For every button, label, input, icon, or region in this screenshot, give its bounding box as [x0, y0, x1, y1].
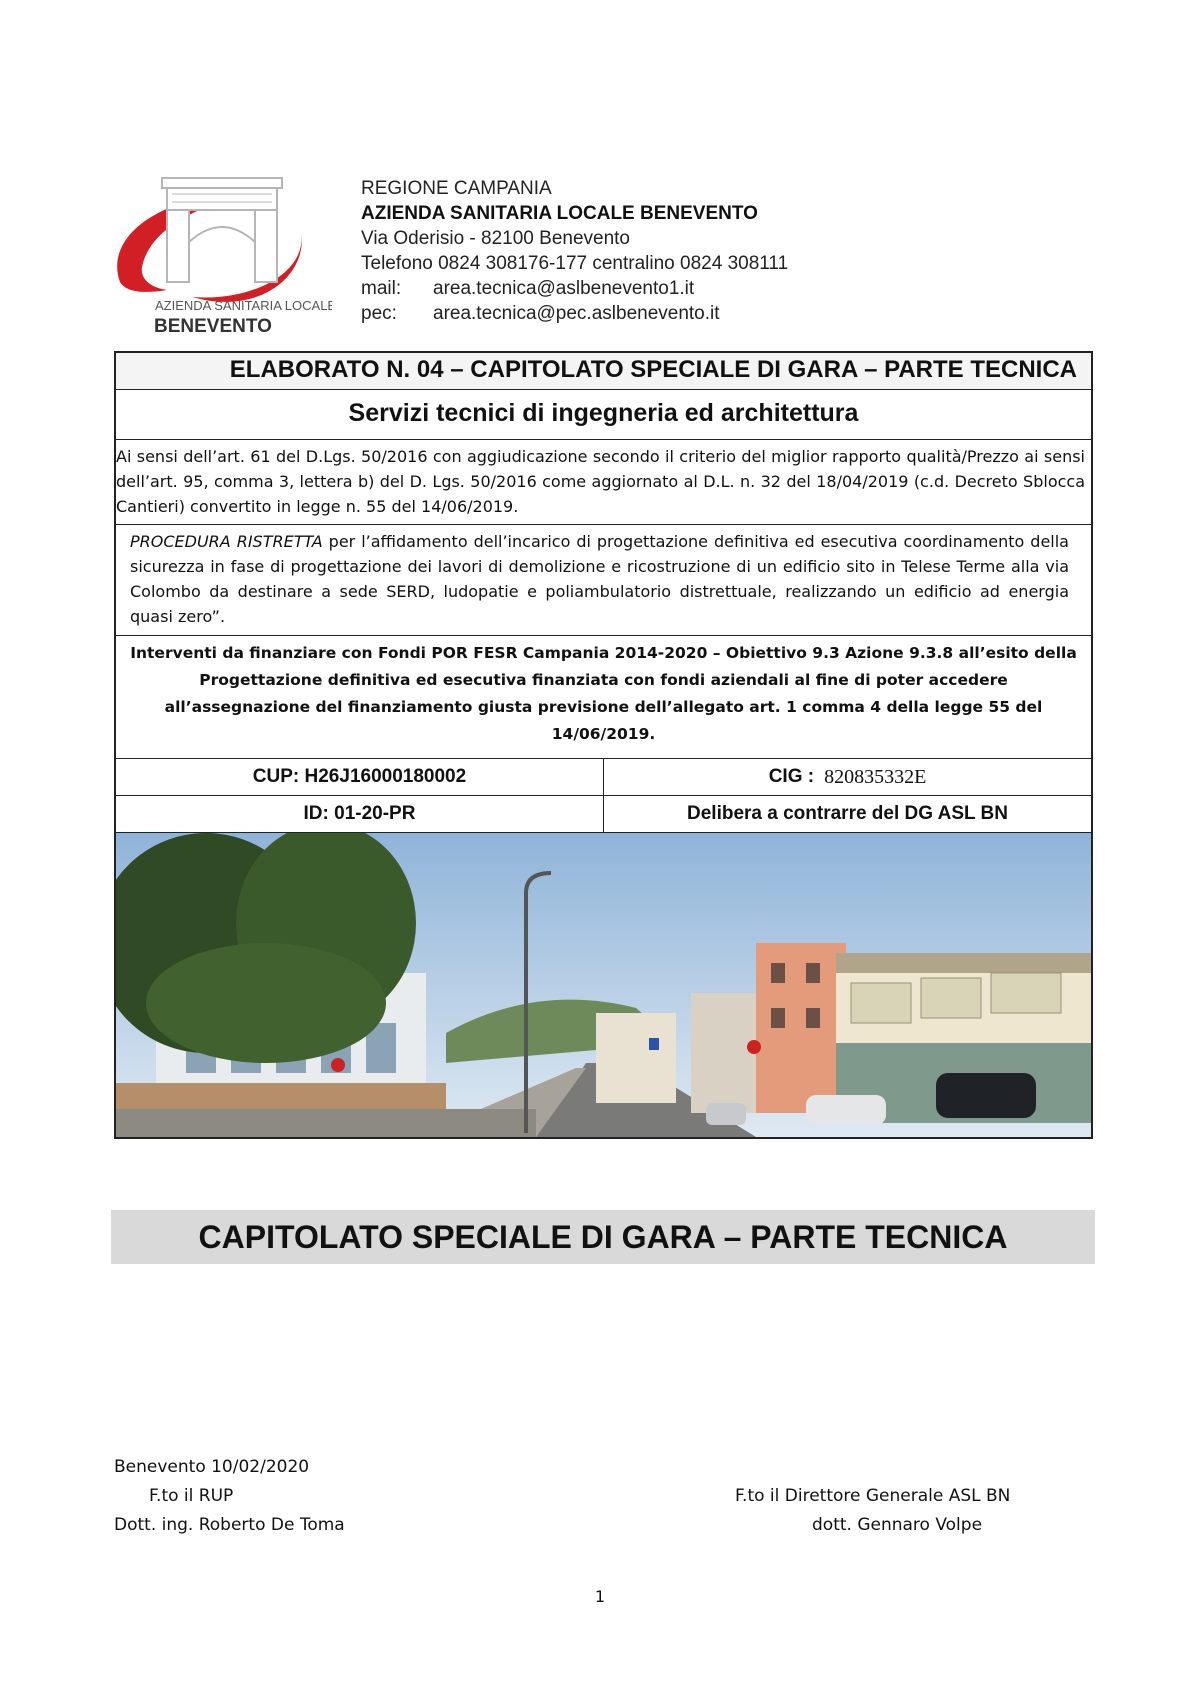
- pec-row: [361, 301, 788, 326]
- cig-value: 820835332E: [824, 765, 927, 788]
- pec-label: pec:: [361, 303, 397, 324]
- elaborato-title: ELABORATO N. 04 – CAPITOLATO SPECIALE DI GARA – PARTE TECNICA: [116, 353, 1091, 390]
- procedure-text: per l’affidamento dell’incarico di progettazione definitiva ed esecutiva coordinamento della sicurezza in fase di progettazione dei lavori di demolizione e ricostruzione di un edificio sito in Telese Terme alla via Colombo da destinare a sede SERD, ludopatie e poliambulatorio distrettuale, realizzando un edificio ad energia quasi zero”.: [130, 532, 1069, 626]
- rup-name: Dott. ing. Roberto De Toma: [114, 1515, 345, 1535]
- delibera-note: Delibera a contrarre del DG ASL BN: [687, 803, 1008, 824]
- dg-label: F.to il Direttore Generale ASL BN: [735, 1486, 1011, 1506]
- region-name: REGIONE CAMPANIA: [361, 178, 552, 199]
- page-number: 1: [594, 1587, 606, 1606]
- cig-cell: [604, 759, 1091, 795]
- street-photo: [116, 833, 1091, 1137]
- service-subtitle: Servizi tecnici di ingegneria ed architettura: [116, 390, 1091, 440]
- place-date: Benevento 10/02/2020: [114, 1457, 310, 1477]
- rup-label: F.to il RUP: [149, 1486, 234, 1506]
- code-row-1: [116, 759, 1091, 796]
- code-row-2: [116, 796, 1091, 833]
- legal-reference: Ai sensi dell’art. 61 del D.Lgs. 50/2016 con aggiudicazione secondo il criterio del miglior rapporto qualità/Prezzo ai sensi dell’art. 95, comma 3, lettera b) del D. Lgs. 50/2016 come aggiornato al D.L. n. 32 del 18/04/2019 (c.d. Decreto Sblocca Cantieri) convertito in legge n. 55 del 14/06/2019.: [116, 440, 1091, 525]
- logo-text-line2: BENEVENTO: [154, 316, 272, 337]
- address: Via Oderisio - 82100 Benevento: [361, 228, 630, 249]
- mail-link[interactable]: area.tecnica@aslbenevento1.it: [433, 278, 695, 299]
- cup-code: CUP: H26J16000180002: [116, 759, 604, 795]
- letterhead: [361, 176, 788, 326]
- asl-logo: [112, 172, 332, 337]
- funding-note: Interventi da finanziare con Fondi POR FESR Campania 2014-2020 – Obiettivo 9.3 Azione 9.3.8 all’esito della Progettazione definitiva ed esecutiva finanziata con fondi aziendali al fine di poter accedere all’assegnazione del finanziamento giusta previsione dell’allegato art. 1 comma 4 della legge 55 del 14/06/2019.: [116, 636, 1091, 759]
- procedure-id: ID: 01-20-PR: [116, 796, 604, 832]
- dg-name: dott. Gennaro Volpe: [812, 1515, 983, 1535]
- procedure-label: PROCEDURA RISTRETTA: [130, 532, 323, 551]
- asl-arch-logo-icon: [112, 172, 332, 337]
- mail-label: mail:: [361, 278, 402, 299]
- phone: Telefono 0824 308176-177 centralino 0824 308111: [361, 253, 789, 274]
- logo-text-line1: AZIENDA SANITARIA LOCALE: [155, 298, 332, 313]
- cig-label: CIG :: [768, 766, 815, 787]
- pec-link[interactable]: area.tecnica@pec.aslbenevento.it: [433, 303, 720, 324]
- organization-name: AZIENDA SANITARIA LOCALE BENEVENTO: [361, 203, 758, 224]
- procedure-description: [116, 525, 1091, 636]
- main-title-band: CAPITOLATO SPECIALE DI GARA – PARTE TECNICA: [111, 1210, 1095, 1264]
- mail-row: [361, 276, 788, 301]
- document-frame: [114, 351, 1093, 1139]
